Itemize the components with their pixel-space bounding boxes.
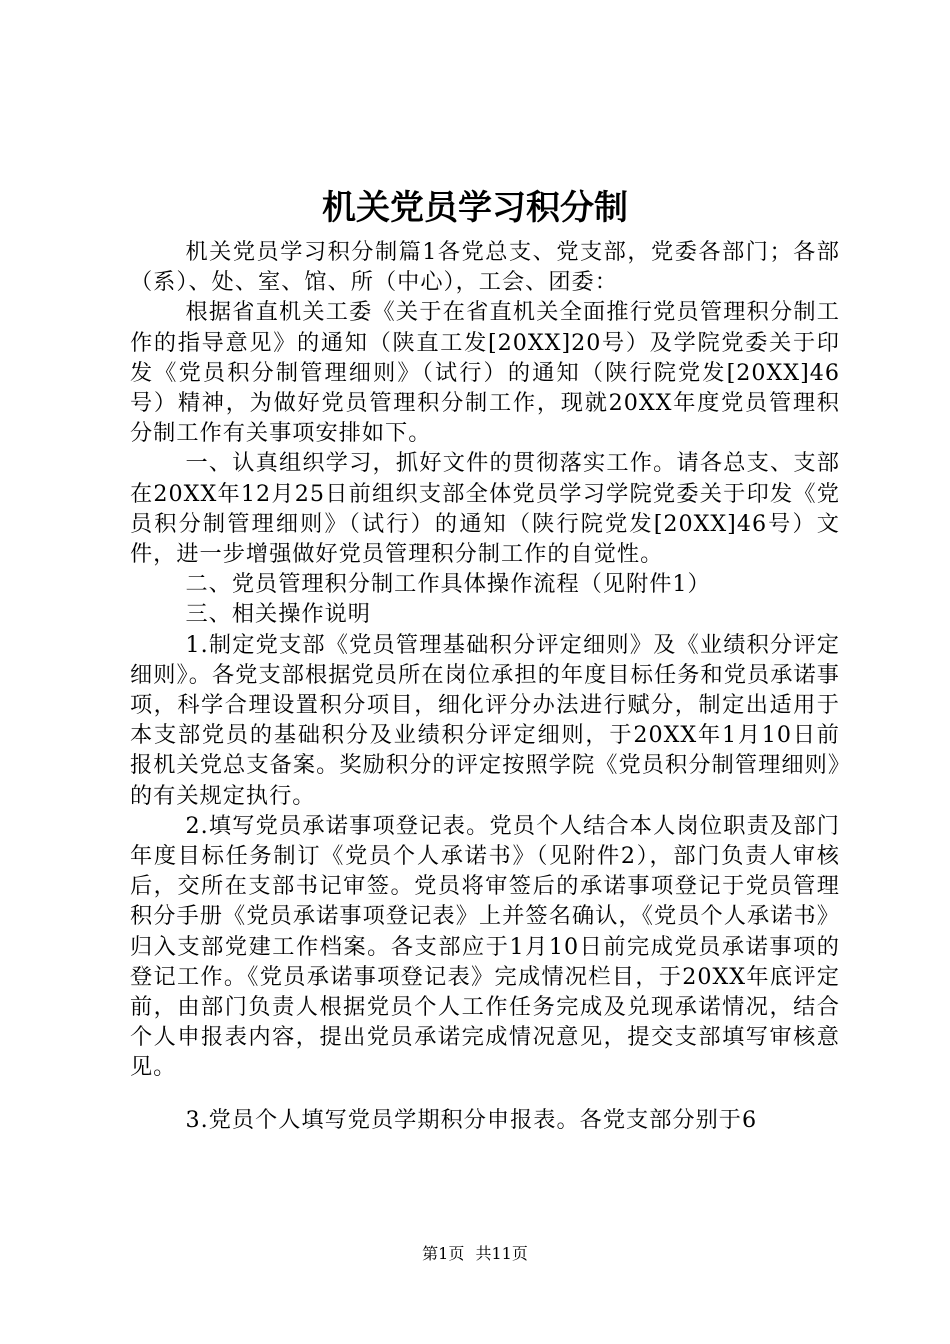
- paragraph-item-3: 3.党员个人填写党员学期积分申报表。各党支部分别于6: [185, 1106, 758, 1133]
- document-title: 机关党员学习积分制: [322, 188, 628, 228]
- page-total: 共11页: [475, 1244, 528, 1263]
- paragraph-intro: 机关党员学习积分制篇1各党总支、党支部，党委各部门；各部（系）、处、室、馆、所（中心），工会、团委：: [130, 239, 840, 296]
- paragraph-item-1: 1.制定党支部《党员管理基础积分评定细则》及《业绩积分评定细则》。各党支部根据党员所在岗位承担的年度目标任务和党员承诺事项，科学合理设置积分项目，细化评分办法进行赋分，制定出适用于本支部党员的基础积分及业绩积分评定细则，于20XX年1月10日前报机关党总支备案。奖励积分的评定按照学院《党员积分制管理细则》的有关规定执行。: [130, 631, 840, 809]
- paragraph-item-2: 2.填写党员承诺事项登记表。党员个人结合本人岗位职责及部门年度目标任务制订《党员个人承诺书》（见附件2），部门负责人审核后，交所在支部书记审签。党员将审签后的承诺事项登记于党员管理积分手册《党员承诺事项登记表》上并签名确认，《党员个人承诺书》归入支部党建工作档案。各支部应于1月10日前完成党员承诺事项的登记工作。《党员承诺事项登记表》完成情况栏目，于20XX年底评定前，由部门负责人根据党员个人工作任务完成及兑现承诺情况，结合个人申报表内容，提出党员承诺完成情况意见，提交支部填写审核意见。: [130, 812, 840, 1081]
- paragraph-background: 根据省直机关工委《关于在省直机关全面推行党员管理积分制工作的指导意见》的通知（陕直工发[20XX]20号）及学院党委关于印发《党员积分制管理细则》（试行）的通知（陕行院党发[20XX]46号）精神，为做好党员管理积分制工作，现就20XX年度党员管理积分制工作有关事项安排如下。: [130, 299, 840, 447]
- page-number: 第1页: [422, 1244, 465, 1263]
- document-body: [130, 237, 840, 1135]
- paragraph-section-2: 二、党员管理积分制工作具体操作流程（见附件1）: [185, 571, 711, 598]
- paragraph-section-1: 一、认真组织学习，抓好文件的贯彻落实工作。请各总支、支部在20XX年12月25日前组织支部全体党员学习学院党委关于印发《党员积分制管理细则》（试行）的通知（陕行院党发[20XX]46号）文件，进一步增强做好党员管理积分制工作的自觉性。: [130, 450, 840, 568]
- paragraph-section-3: 三、相关操作说明: [185, 601, 371, 628]
- page-footer: [0, 1243, 950, 1265]
